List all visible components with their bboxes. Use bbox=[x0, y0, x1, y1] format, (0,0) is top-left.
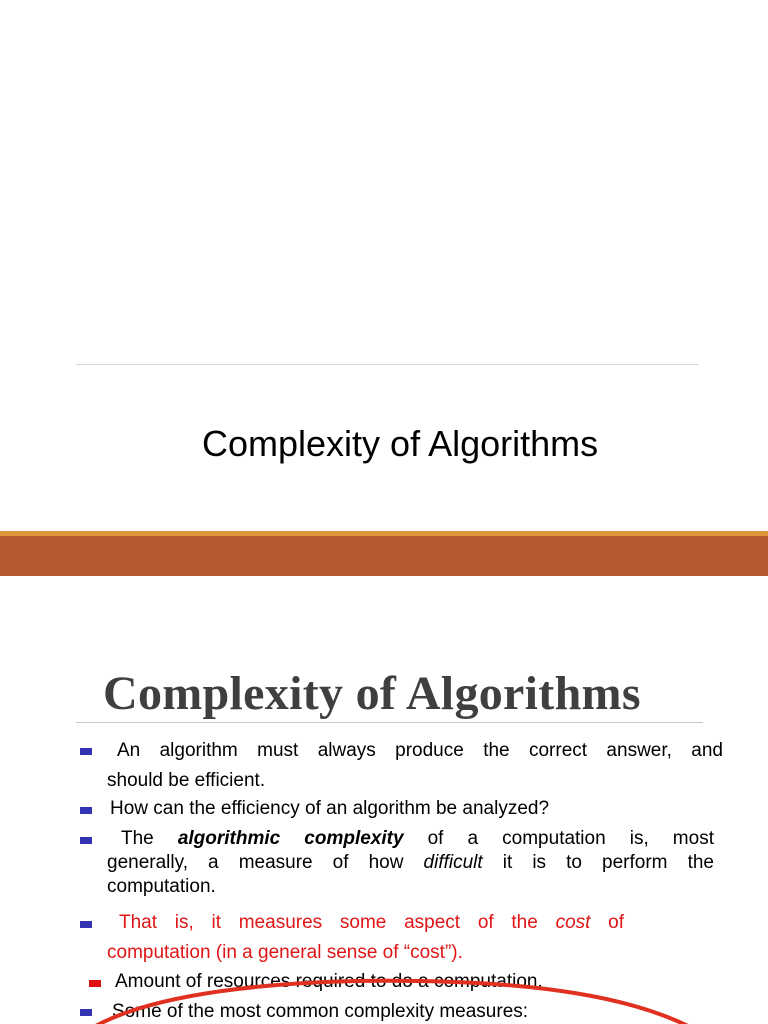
annotation-circle-mark bbox=[0, 971, 768, 1024]
footer-band bbox=[0, 531, 768, 576]
bullet-6-text: Some of the most common complexity measures: bbox=[112, 1001, 529, 1022]
bullet-1-line-1: An algorithm must always produce the correct answer, and bbox=[117, 740, 723, 761]
sub-bullet-text: Amount of resources required to do a computation. bbox=[115, 971, 543, 992]
bullet-marker bbox=[80, 807, 92, 814]
bullet-marker bbox=[80, 921, 92, 928]
bullet-2-text: How can the efficiency of an algorithm be analyzed? bbox=[110, 798, 550, 819]
heading-divider bbox=[76, 722, 703, 723]
bullet-3-line-3: computation. bbox=[107, 876, 216, 897]
bullet-4-line-2: computation (in a general sense of “cost”). bbox=[107, 942, 463, 963]
footer-band-accent bbox=[0, 531, 768, 536]
title-divider bbox=[76, 364, 699, 365]
bullet-marker bbox=[80, 748, 92, 755]
bullet-3-line-2: generally, a measure of how difficult it is to perform the bbox=[107, 852, 714, 873]
content-slide-heading: Complexity of Algorithms bbox=[103, 667, 641, 720]
bullet-3-line-1: The algorithmic complexity of a computation is, most bbox=[121, 828, 714, 849]
bullet-1-line-2: should be efficient. bbox=[107, 770, 266, 791]
title-slide-heading: Complexity of Algorithms bbox=[202, 423, 599, 464]
bullet-4-line-1: That is, it measures some aspect of the cost of bbox=[119, 912, 625, 933]
content-slide bbox=[0, 576, 768, 1024]
bullet-marker bbox=[80, 837, 92, 844]
